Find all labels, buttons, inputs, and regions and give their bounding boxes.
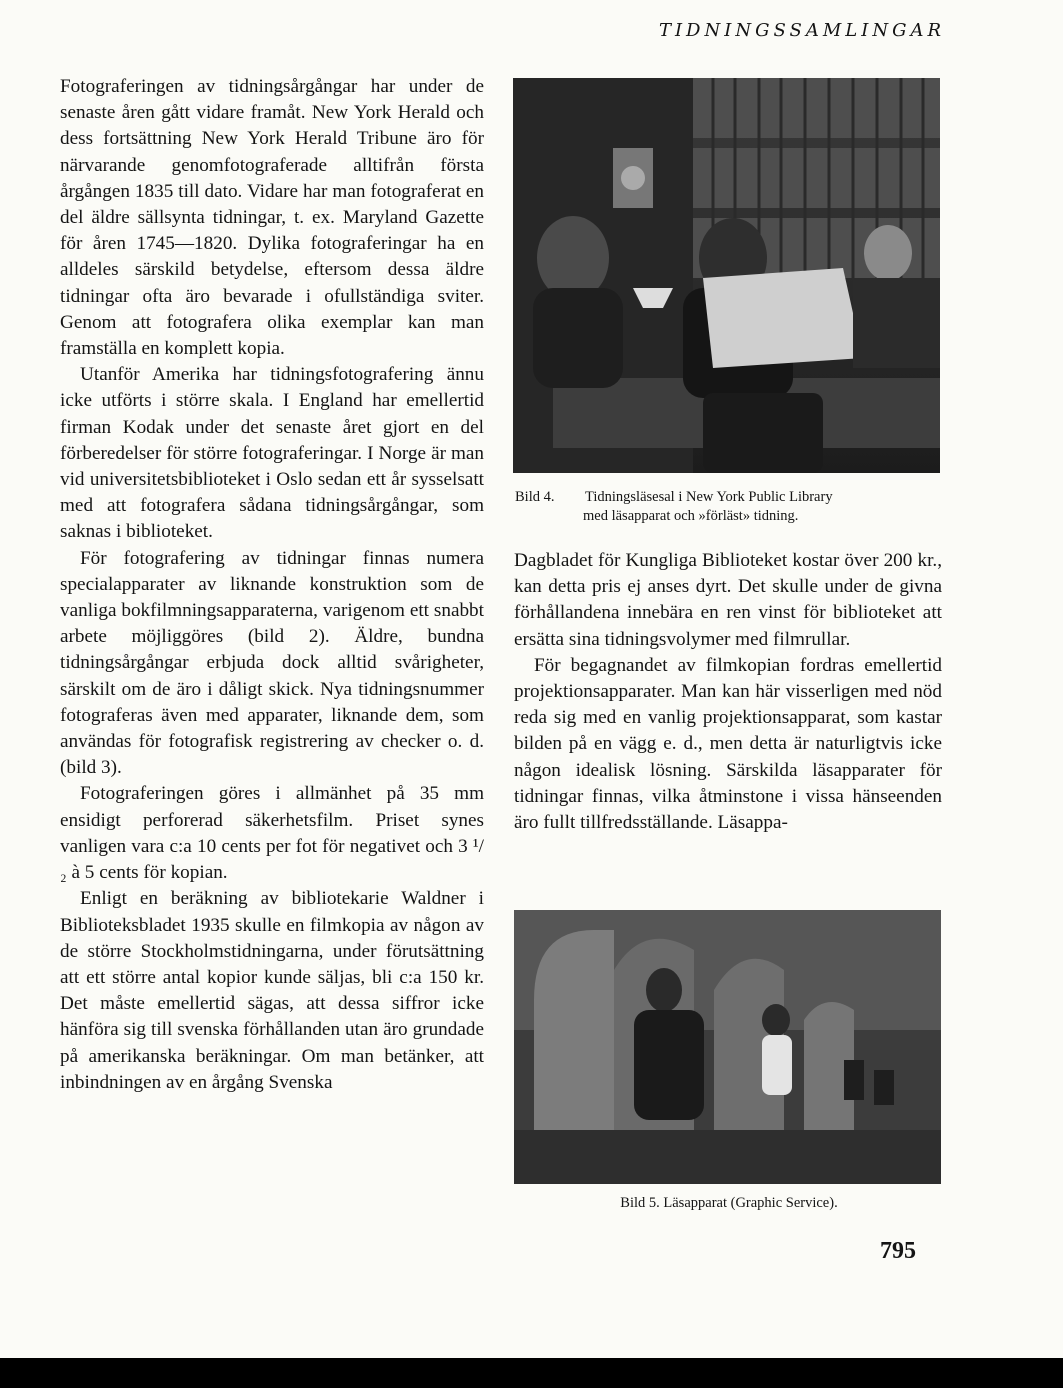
paragraph: För begagnandet av filmkopian fordras emellertid projektionsapparater. Man kan här visserligen med nöd reda sig med en vanlig projektionsapparat, som kastar bilden på en vägg e. d., men detta är naturligtvis icke någon idealisk lösning. Särskilda läsapparater för tidningar finnas, vilka åtminstone i vissa hänseenden äro fullt tillfredsställande. Läsappa- [514, 654, 942, 834]
reading-apparatus-photo [514, 910, 941, 1184]
reading-apparatus-illustration [514, 910, 941, 1184]
paragraph: För fotografering av tidningar finnas numera specialapparater av liknande konstruktion som de vanliga bokfilmningsapparaterna, varigenom ett snabbt arbete möjliggöres (bild 2). Äldre, bundna tidningsårgångar erbjuda dock alltid svårigheter, särskilt om de äro i dåligt skick. Nya tidningsnummer fotograferas även med apparater, liknande dem, som användas för fotografisk registrering av checker o. d. (bild 3). [60, 547, 484, 779]
reading-room-illustration [513, 78, 940, 473]
paragraph: Fotograferingen av tidningsårgångar har under de senaste åren gått vidare framåt. New York Herald och dess fortsättning New York Herald Tribune äro för närvarande genomfotograferade alltifrån första årgången 1835 till dato. Vidare har man fotograferat en del äldre sällsynta tidningar, t. ex. Maryland Gazette för åren 1745—1820. Dylika fotograferingar ha en alldeles särskild betydelse, eftersom dessa äldre tidningar ofta äro bevarade i ofullständiga sviter. Genom att fotografera olika exemplar kan man framställa en komplett kopia. [60, 76, 484, 360]
figure-number: Bild 4. [515, 489, 555, 505]
caption-line: Tidningsläsesal i New York Public Library [585, 489, 833, 505]
paragraph: Dagbladet för Kungliga Biblioteket kostar över 200 kr., kan detta pris ej anses dyrt. Det skulle under de givna förhållandena innebära en ren vinst för biblioteket att ersätta sina tidningsvolymer med filmrullar. [514, 550, 942, 650]
reading-room-photo [513, 78, 940, 473]
figure-caption: Bild 5. Läsapparat (Graphic Service). [620, 1195, 838, 1211]
paragraph: Enligt en beräkning av bibliotekarie Waldner i Biblioteksbladet 1935 skulle en filmkopia av någon av de större Stockholmstidningarna, under förutsättning att ett större antal kopior kunde säljas, bli c:a 150 kr. Det måste emellertid sägas, att dessa siffror icke hänföra sig till svenska förhållanden utan äro grundade på amerikanska beräkningar. Om man betänker, att inbindningen av en årgång Svenska [60, 888, 484, 1093]
scan-border [0, 1358, 1063, 1388]
paragraph: Fotograferingen göres i allmänhet på 35 mm ensidigt perforerad säkerhetsfilm. Priset synes vanligen vara c:a 10 cents per fot för negativet och 3 ¹/₂ à 5 cents för kopian. [60, 783, 484, 884]
page-number: 795 [880, 1238, 916, 1264]
paragraph: Utanför Amerika har tidningsfotografering ännu icke utförts i större skala. I England har emellertid firman Kodak under det senaste året gjort en del förberedelser för större fotograferingar. I Norge är man vid universitetsbiblioteket i Oslo sedan ett år sysselsatt med att fotografera sådana tidningsårgångar, som saknas i biblioteket. [60, 364, 484, 543]
left-text-column [60, 74, 484, 1096]
figure-caption [515, 488, 943, 526]
caption-line: med läsapparat och »förläst» tidning. [583, 508, 799, 524]
right-text-column [514, 548, 942, 836]
running-header: TIDNINGSSAMLINGAR [658, 20, 945, 41]
